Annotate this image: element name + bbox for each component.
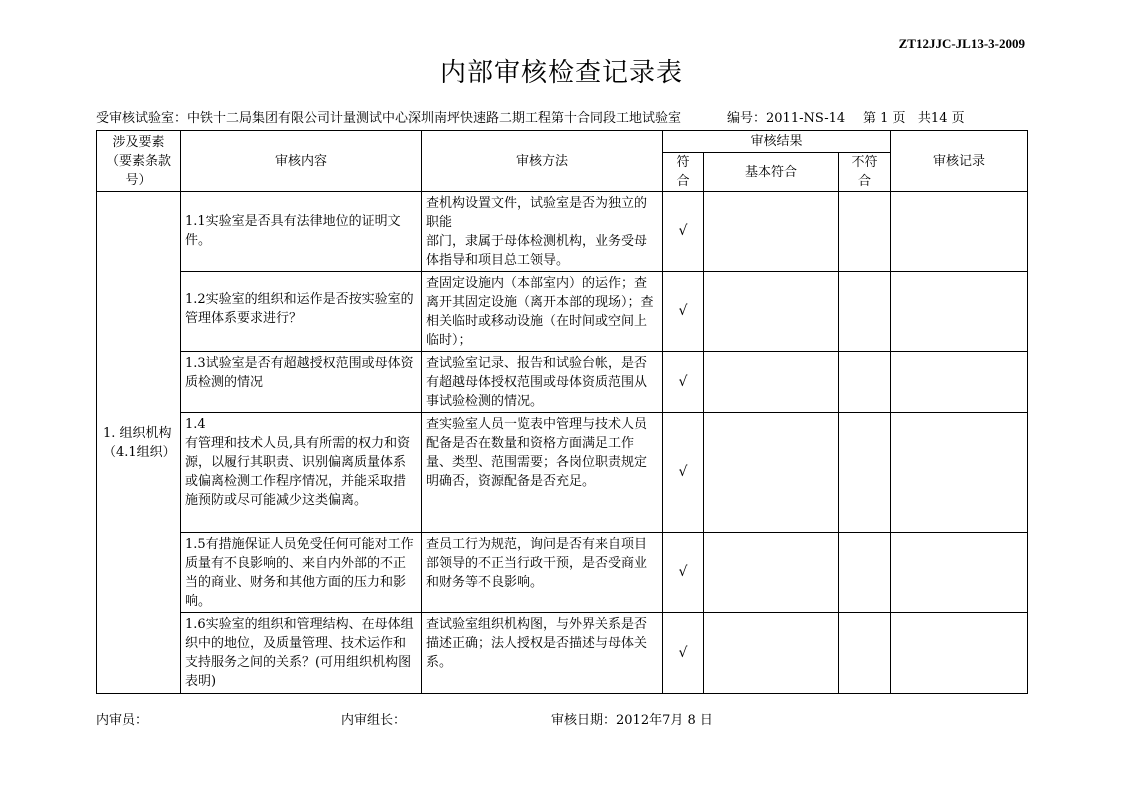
header-basic-conform: 基本符合 — [704, 153, 839, 192]
header-result: 审核结果 — [663, 131, 891, 153]
category-label: 1. 组织机构 （4.1组织） — [103, 425, 176, 460]
audit-table — [96, 130, 1028, 694]
content-cell: 1.1实验室是否具有法律地位的证明文件。 — [181, 192, 422, 272]
nonconform-cell — [839, 272, 891, 352]
footer-auditor: 内审员： — [96, 713, 149, 728]
nonconform-cell — [839, 613, 891, 694]
nonconform-cell — [839, 533, 891, 613]
basic-conform-cell — [704, 613, 839, 694]
record-cell — [891, 613, 1028, 694]
page-info: 第 1 页 共14 页 — [863, 111, 965, 126]
document-code: ZT12JJC-JL13-3-2009 — [898, 36, 1025, 51]
record-cell — [891, 533, 1028, 613]
table-row — [97, 613, 1028, 694]
method-cell: 查固定设施内（本部室内）的运作；查离开其固定设施（离开本部的现场）；查相关临时或移动设施（在时间或空间上临时）； — [422, 272, 663, 352]
lab-info — [96, 107, 681, 126]
conform-cell: √ — [663, 192, 704, 272]
method-cell: 查员工行为规范，询问是否有来自项目部领导的不正当行政干预，是否受商业和财务等不良影响。 — [422, 533, 663, 613]
basic-conform-cell — [704, 533, 839, 613]
table-row — [97, 192, 1028, 272]
content-cell: 1.5有措施保证人员免受任何可能对工作质量有不良影响的、来自内外部的不正当的商业、财务和其他方面的压力和影响。 — [181, 533, 422, 613]
record-cell — [891, 192, 1028, 272]
content-cell: 1.2实验室的组织和运作是否按实验室的管理体系要求进行？ — [181, 272, 422, 352]
footer-date: 审核日期：2012年7月 8 日 — [551, 713, 713, 728]
conform-cell: √ — [663, 533, 704, 613]
record-cell — [891, 272, 1028, 352]
table-row — [97, 352, 1028, 413]
basic-conform-cell — [704, 272, 839, 352]
header-record: 审核记录 — [891, 131, 1028, 192]
nonconform-cell — [839, 192, 891, 272]
conform-cell: √ — [663, 272, 704, 352]
table-row — [97, 533, 1028, 613]
method-cell: 查机构设置文件，试验室是否为独立的职能 部门，隶属于母体检测机构，业务受母体指导和项目总工领导。 — [422, 192, 663, 272]
page-title: 内部审核检查记录表 — [439, 58, 683, 88]
category-cell — [97, 192, 181, 694]
record-cell — [891, 413, 1028, 533]
conform-cell: √ — [663, 613, 704, 694]
table-row — [97, 413, 1028, 533]
header-nonconform: 不符合 — [839, 153, 891, 192]
record-cell — [891, 352, 1028, 413]
basic-conform-cell — [704, 413, 839, 533]
record-number: 编号：2011-NS-14 — [727, 111, 846, 126]
content-cell: 1.4 有管理和技术人员,具有所需的权力和资源，以履行其职责、识别偏离质量体系或偏离检测工作程序情况，并能采取措施预防或尽可能减少这类偏离。 — [181, 413, 422, 533]
conform-cell: √ — [663, 352, 704, 413]
basic-conform-cell — [704, 352, 839, 413]
lab-label: 受审核试验室： — [96, 111, 188, 126]
nonconform-cell — [839, 413, 891, 533]
method-cell: 查实验室人员一览表中管理与技术人员配备是否在数量和资格方面满足工作量、类型、范围需要；各岗位职责规定明确否，资源配备是否充足。 — [422, 413, 663, 533]
content-cell: 1.3试验室是否有超越授权范围或母体资质检测的情况 — [181, 352, 422, 413]
lab-name: 中铁十二局集团有限公司计量测试中心深圳南坪快速路二期工程第十合同段工地试验室 — [187, 111, 682, 126]
header-row — [97, 131, 1028, 153]
footer-leader: 内审组长： — [341, 713, 407, 728]
method-cell: 查试验室记录、报告和试验台帐，是否有超越母体授权范围或母体资质范围从事试验检测的情况。 — [422, 352, 663, 413]
header-conform: 符合 — [663, 153, 704, 192]
conform-cell: √ — [663, 413, 704, 533]
basic-conform-cell — [704, 192, 839, 272]
nonconform-cell — [839, 352, 891, 413]
table-row — [97, 272, 1028, 352]
header-content: 审核内容 — [181, 131, 422, 192]
method-cell: 查试验室组织机构图，与外界关系是否描述正确；法人授权是否描述与母体关系。 — [422, 613, 663, 694]
header-element: 涉及要素（要素条款号） — [97, 131, 181, 192]
header-method: 审核方法 — [422, 131, 663, 192]
content-cell: 1.6实验室的组织和管理结构、在母体组织中的地位，及质量管理、技术运作和支持服务之间的关系？(可用组织机构图表明) — [181, 613, 422, 694]
